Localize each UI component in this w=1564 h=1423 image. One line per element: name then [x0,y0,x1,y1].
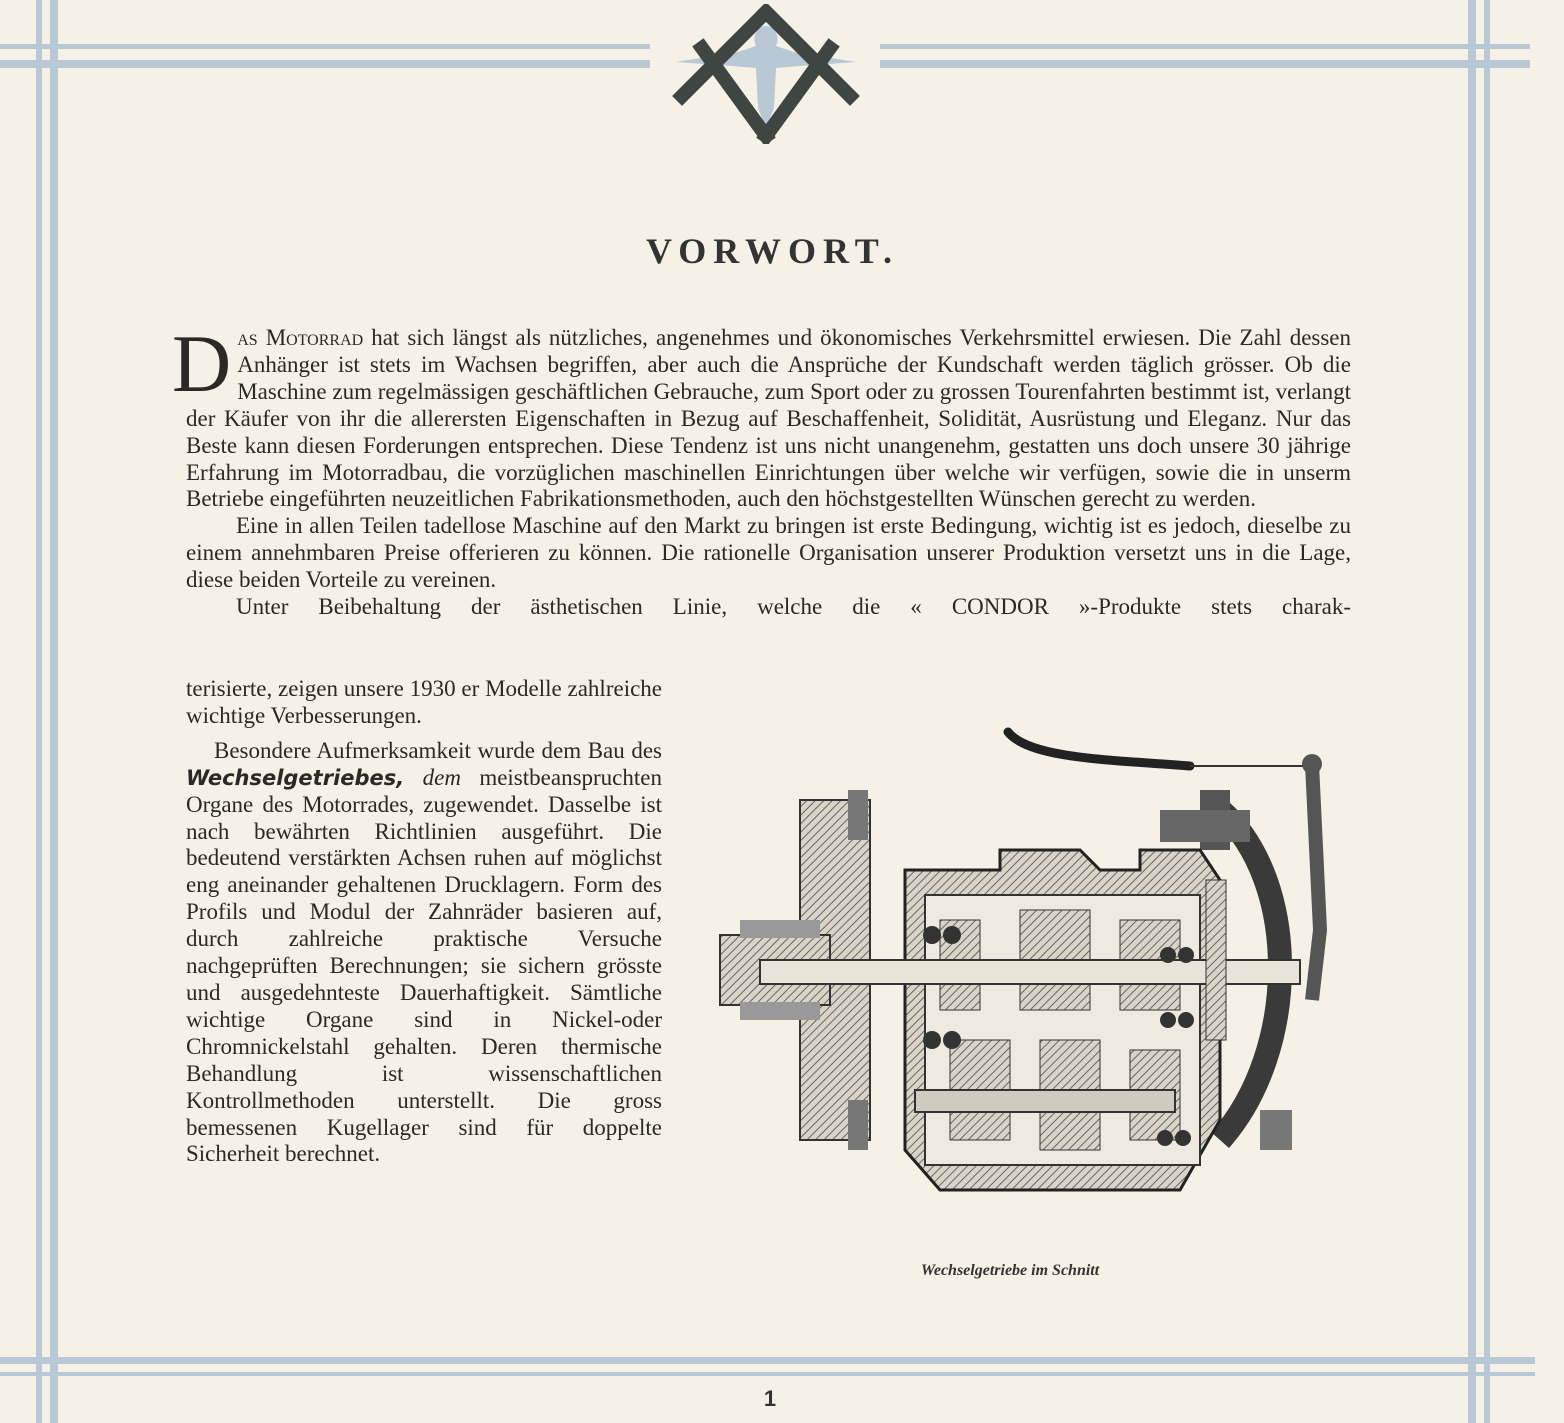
paragraph-4-a: Besondere Aufmerksamkeit wurde dem Bau des [214,737,662,763]
frame-top-right-bar [880,44,1530,49]
paragraph-4-b: meistbeanspruchten Organe des Motorrades, zugewendet. Dasselbe ist nach bewährten Richtlinien ausgeführt. Die bedeutend verstärkten Achsen ruhen auf möglichst eng aneinander gehaltenen Drucklagern. Form des Profils und Modul der Zahnräder basieren auf, durch zahlreiche praktische Versuche nachgeprüften Berechnungen; sie sichern grösste und ausgedehnteste Dauerhaftigkeit. Sämtliche wichtige Organe sind in Nickel-oder Chromnickelstahl gehalten. Deren thermische Behandlung ist wissenschaftlichen Kontrollmethoden unterstellt. Die gross bemessenen Kugellager sind für doppelte Sicherheit berechnet. [186,764,662,1167]
paragraph-3-start: Unter Beibehaltung der ästhetischen Linie, welche die « CONDOR »-Produkte stets charak- [236,594,1351,620]
paragraph-4 [186,738,662,1169]
frame-right-bar [1468,0,1476,1423]
left-column-text [186,676,662,1168]
frame-left-bar-2 [50,0,58,1423]
paragraph-4-italic: dem [404,764,461,790]
paragraph-1 [172,318,1352,513]
drop-cap: D [172,318,232,409]
paragraph-4-highlight: Wechselgetriebes, [186,765,405,790]
frame-bottom-bar-2 [0,1372,1535,1376]
page-number: 1 [763,1386,777,1411]
frame-top-left-bar [0,44,650,49]
frame-left-bar [36,0,42,1423]
lead-small-caps: as Motorrad [237,325,364,350]
paragraph-1-text: hat sich längst als nützliches, angenehmes und ökonomisches Verkehrsmittel erwiesen. Die Zahl dessen Anhänger ist stets im Wachsen begriffen, aber auch die Ansprüche der Kundschaft werden täglich grösser. Ob die Maschine zum regelmässigen geschäftlichen Gebrauche, zum Sport oder zu grossen Tourenfahrten bestimmt ist, verlangt der Käufer von ihr die allerersten Eigenschaften in Bezug auf Beschaffenheit, Solidität, Ausrüstung und Eleganz. Nur das Beste kann diesen Forderungen entsprechen. Diese Tendenz ist uns nicht unangenehm, gestatten uns doch unsere 30 jährige Erfahrung im Motorradbau, die vorzüglichen maschinellen Einrichtungen über welche wir verfügen, sowie die in unserm Betriebe eingeführten neuzeitlichen Fabrikationsmethoden, auch den höchstgestellten Wünschen gerecht zu werden. [186,325,1352,512]
frame-bottom-bar [0,1357,1535,1364]
paragraph-3-end: terisierte, zeigen unsere 1930 er Modelle zahlreiche wichtige Verbesserungen. [186,676,662,728]
frame-top-left-bar-2 [0,60,650,68]
page-title: VORWORT. [645,231,900,271]
paragraph-2: Eine in allen Teilen tadellose Maschine auf den Markt zu bringen ist erste Bedingung, wichtig ist es jedoch, dieselbe zu einem annehmbaren Preise offerieren zu können. Die rationelle Organisation unserer Produktion versetzt uns in die Lage, diese beiden Vorteile zu vereinen. [186,513,1351,593]
gearbox-cross-section-image [700,720,1350,1220]
condor-logo-icon [672,4,860,144]
frame-right-bar-2 [1484,0,1490,1423]
intro-text [172,318,1352,621]
figure-caption: Wechselgetriebe im Schnitt [920,1262,1100,1279]
frame-top-right-bar-2 [880,60,1530,68]
